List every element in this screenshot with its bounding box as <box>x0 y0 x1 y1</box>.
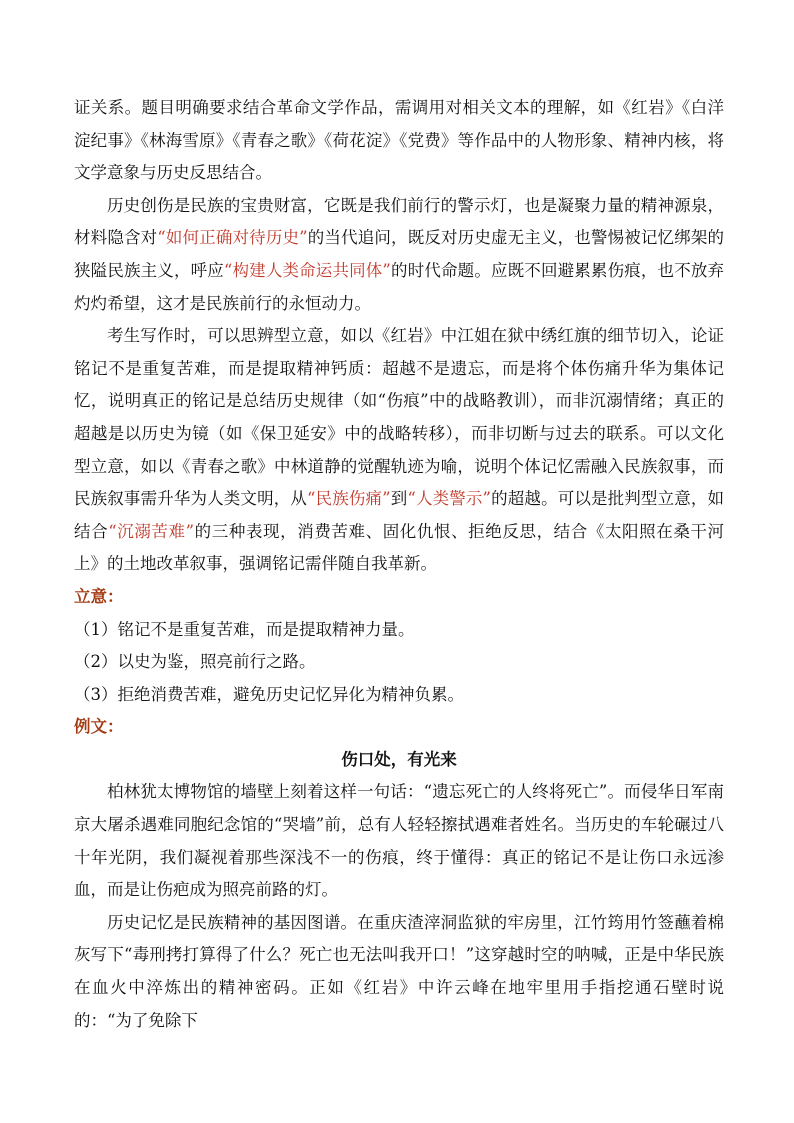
document-body <box>74 92 724 1037</box>
essay-paragraph: 历史记忆是民族精神的基因图谱。在重庆渣滓洞监狱的牢房里，江竹筠用竹签蘸着棉灰写下“毒刑拷打算得了什么？死亡也无法叫我开口！”这穿越时空的呐喊，正是中华民族在血火中淬炼出的精神密码。正如《红岩》中许云峰在地牢里用手指挖通石壁时说的：“为了免除下 <box>74 912 724 1030</box>
text-run: 的当代追问，既反对历史虚无主义，也警惕被记忆绑架的狭隘民族主义，呼应 <box>74 228 725 280</box>
essay-paragraph: 柏林犹太博物馆的墙壁上刻着这样一句话：“遗忘死亡的人终将死亡”。而侵华日军南京大屠杀遇难同胞纪念馆的“哭墙”前，总有人轻轻擦拭遇难者姓名。当历史的车轮碾过八十年光阴，我们凝视着那些深浅不一的伤痕，终于懂得：真正的铭记不是让伤口永远渗血，而是让伤疤成为照亮前路的灯。 <box>74 782 724 900</box>
text-run: 的三种表现，消费苦难、固化仇恨、拒绝反思，结合《太阳照在桑干河上》的土地改革叙事，强调铭记需伴随自我革新。 <box>74 521 725 574</box>
essay-title: 伤口处，有光来 <box>341 749 457 769</box>
liyi-point: （3）拒绝消费苦难，避免历史记忆异化为精神负累。 <box>74 684 464 704</box>
liyi-point: （2）以史为鉴，照亮前行之路。 <box>74 652 316 672</box>
highlight-quote: “沉溺苦难” <box>108 521 195 541</box>
paragraph-history-trauma <box>74 190 724 320</box>
liyi-point: （1）铭记不是重复苦难，而是提取精神力量。 <box>74 619 415 639</box>
text-run: 的超越。可以是批判型立意，如结合 <box>74 489 725 541</box>
text-run: 考生写作时，可以思辨型立意，如以《红岩》中江姐在狱中绣红旗的细节切入，论证铭记不是重复苦难，而是提取精神钙质：超越不是遗忘，而是将个体伤痛升华为集体记忆，说明真正的铭记是总结历史规律（如“伤痕”中的战略教训），而非沉溺情绪；真正的超越是以历史为镜（如《保卫延安》中的战略转移），而非切断与过去的联系。可以文化型立意，如以《青春之歌》中林道静的觉醒轨迹为喻，说明个体记忆需融入民族叙事，而民族叙事需升华为人类文明，从 <box>74 326 724 509</box>
highlight-quote: “如何正确对待历史” <box>157 228 308 248</box>
section-heading-liyi: 立意： <box>74 586 124 606</box>
paragraph-intro: 证关系。题目明确要求结合革命文学作品，需调用对相关文本的理解，如《红岩》《白洋淀纪事》《林海雪原》《青春之歌》《荷花淀》《党费》等作品中的人物形象、精神内核，将文学意象与历史反思结合。 <box>74 98 724 183</box>
text-run: 的时代命题。应既不回避累累伤痕，也不放弃灼灼希望，这才是民族前行的永恒动力。 <box>74 260 725 313</box>
section-heading-example: 例文： <box>74 717 124 737</box>
text-run: 到 <box>390 489 408 509</box>
highlight-quote: “民族伤痛” <box>307 489 391 509</box>
highlight-quote: “人类警示” <box>407 489 491 509</box>
paragraph-writing-approach <box>74 320 724 581</box>
highlight-quote: “构建人类命运共同体” <box>223 260 391 280</box>
text-run: 历史创伤是民族的宝贵财富，它既是我们前行的警示灯，也是凝聚力量的精神源泉，材料隐含对 <box>74 195 724 248</box>
